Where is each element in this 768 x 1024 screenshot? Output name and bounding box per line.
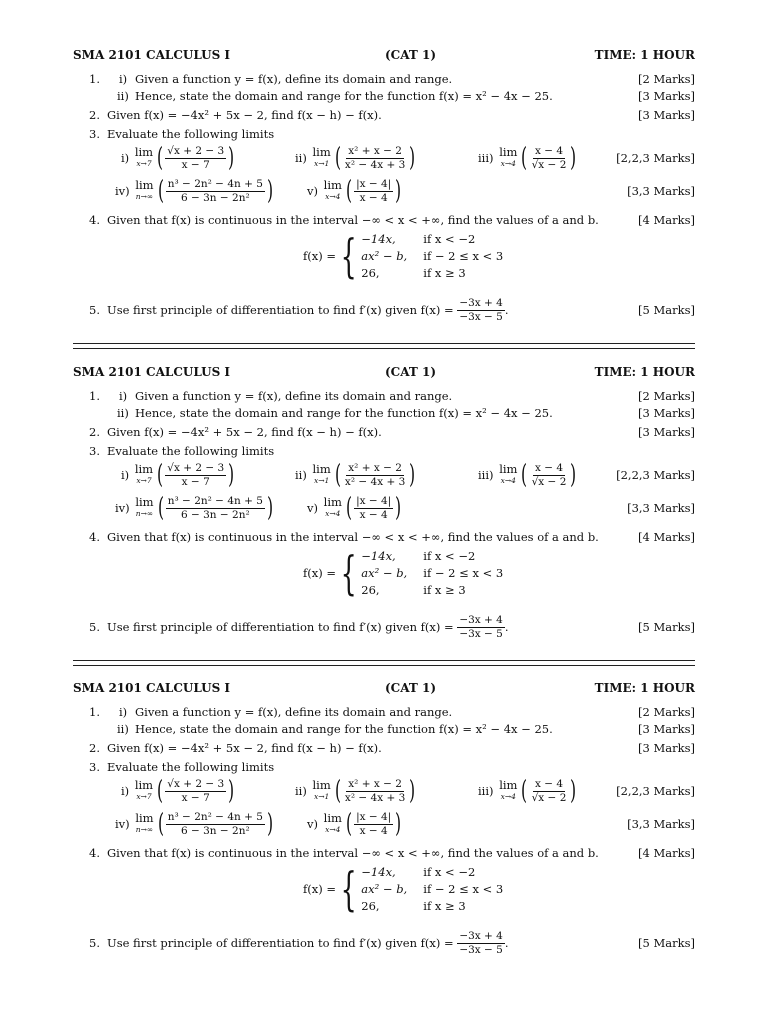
q1-ii-label: ii): [117, 89, 129, 103]
left-paren: (: [521, 143, 528, 173]
piecewise-cases: [361, 865, 503, 913]
q1-ii-text: Hence, state the domain and range for the function f(x) = x² − 4x − 25.: [135, 406, 553, 420]
q3-number: 3.: [89, 444, 100, 458]
limit-subscript: x→1: [313, 792, 330, 801]
case-cond: if x < −2: [423, 549, 476, 563]
separator-line: [73, 343, 695, 349]
limit-subscript: x→4: [500, 476, 516, 485]
lim-word: lim: [135, 811, 154, 825]
limit-denominator: x − 7: [181, 475, 210, 488]
q4-marks: [4 Marks]: [638, 530, 695, 544]
lim-word: lim: [134, 145, 154, 159]
lim-word: lim: [312, 462, 331, 476]
q4-text: Given that f(x) is continuous in the interval −∞ < x < +∞, find the values of a and b.: [107, 213, 599, 227]
limit-operator: [324, 497, 342, 519]
limit-operator: [313, 780, 331, 802]
limit-subscript: x→4: [500, 159, 516, 168]
limit-item: [307, 175, 403, 207]
limit-fraction: [530, 145, 569, 172]
q3-marks-row1: [2,2,3 Marks]: [616, 784, 695, 798]
limit-denominator: 6 − 3n − 2n²: [180, 508, 250, 521]
course-title: SMA 2101 CALCULUS I: [73, 48, 231, 62]
q3-number: 3.: [89, 760, 100, 774]
q5: [73, 615, 695, 639]
q3-marks-row2: [3,3 Marks]: [627, 184, 695, 198]
case-expr: ax² − b,: [361, 566, 408, 580]
case-expr: ax² − b,: [361, 249, 408, 263]
right-paren: ): [409, 460, 416, 490]
limit-operator: [499, 780, 517, 802]
q1-ii-label: ii): [117, 406, 129, 420]
limit-operator: [135, 180, 153, 202]
right-paren: ): [570, 143, 577, 173]
limit-item: [295, 775, 417, 807]
limit-label: ii): [295, 468, 307, 482]
left-paren: (: [334, 776, 341, 806]
limit-numerator: x² + x − 2: [348, 777, 402, 790]
q5: [73, 931, 695, 955]
q1-i-text: Given a function y = f(x), define its domain and range.: [135, 72, 453, 86]
limit-label: iii): [478, 784, 494, 798]
limit-operator: [135, 497, 153, 519]
q1-ii-text: Hence, state the domain and range for the function f(x) = x² − 4x − 25.: [135, 89, 553, 103]
limit-operator: [324, 180, 342, 202]
right-paren: ): [570, 460, 577, 490]
limit-operator: [135, 147, 153, 169]
limit-fraction: [166, 811, 265, 838]
left-paren: (: [521, 460, 528, 490]
time-label: TIME: 1 HOUR: [594, 48, 695, 62]
left-paren: (: [345, 809, 353, 839]
limit-label: ii): [295, 784, 307, 798]
limit-denominator: 6 − 3n − 2n²: [180, 824, 250, 837]
q1-number: 1.: [89, 389, 100, 403]
right-paren: ): [409, 776, 416, 806]
piecewise-fx-label: f(x) =: [303, 566, 337, 580]
lim-word: lim: [312, 145, 331, 159]
q4-number: 4.: [89, 846, 100, 860]
exam-header: [73, 48, 695, 62]
piecewise-function: [303, 229, 504, 283]
lim-word: lim: [135, 178, 154, 192]
q1-number: 1.: [89, 705, 100, 719]
limit-denominator: 6 − 3n − 2n²: [180, 191, 250, 204]
right-paren: ): [570, 776, 577, 806]
separator-line: [73, 660, 695, 666]
q1-i-text: Given a function y = f(x), define its domain and range.: [135, 705, 453, 719]
lim-word: lim: [134, 778, 154, 792]
q5-text: Use first principle of differentiation to find f′(x) given f(x) =: [107, 936, 454, 950]
q1-i-label: i): [119, 72, 128, 86]
limit-denominator: x − 7: [181, 791, 210, 804]
limit-fraction: [354, 811, 393, 838]
q5-numerator: −3x + 4: [459, 929, 503, 942]
q1-i-label: i): [119, 705, 128, 719]
q5-number: 5.: [89, 303, 100, 317]
piecewise-cases: [361, 549, 503, 597]
case-cond: if x ≥ 3: [423, 266, 466, 280]
q5-marks: [5 Marks]: [638, 620, 695, 634]
limit-numerator: n³ − 2n² − 4n + 5: [167, 810, 263, 823]
cat-label: (CAT 1): [385, 365, 437, 379]
q4-text: Given that f(x) is continuous in the interval −∞ < x < +∞, find the values of a and b.: [107, 530, 599, 544]
lim-word: lim: [499, 145, 518, 159]
q5-period: .: [504, 303, 509, 317]
limit-denominator: x² − 4x + 3: [344, 475, 406, 488]
limit-subscript: n→∞: [135, 825, 154, 834]
q1-i-marks: [2 Marks]: [638, 72, 695, 86]
right-paren: ): [228, 143, 235, 173]
q5-number: 5.: [89, 936, 100, 950]
q5-number: 5.: [89, 620, 100, 634]
right-paren: ): [409, 143, 416, 173]
left-paren: (: [334, 143, 341, 173]
left-brace: {: [340, 862, 357, 916]
q5-numerator: −3x + 4: [459, 296, 503, 309]
limit-fraction: [166, 495, 265, 522]
limit-operator: [135, 813, 153, 835]
limit-item: [121, 459, 236, 491]
q1-i-marks: [2 Marks]: [638, 705, 695, 719]
limit-fraction: [354, 495, 393, 522]
limit-item: [295, 142, 417, 174]
q5-denominator: −3x − 5: [459, 627, 503, 640]
limit-item: [115, 175, 275, 207]
lim-word: lim: [499, 778, 518, 792]
limit-numerator: n³ − 2n² − 4n + 5: [167, 177, 263, 190]
course-title: SMA 2101 CALCULUS I: [73, 681, 231, 695]
right-paren: ): [228, 460, 235, 490]
left-brace: {: [340, 229, 357, 283]
case-expr: −14x,: [361, 549, 396, 563]
limit-numerator: |x − 4|: [356, 177, 392, 190]
limit-item: [307, 808, 403, 840]
limit-numerator: n³ − 2n² − 4n + 5: [167, 494, 263, 507]
limit-label: v): [307, 501, 318, 515]
right-paren: ): [228, 776, 235, 806]
q2-text: Given f(x) = −4x² + 5x − 2, find f(x − h) − f(x).: [107, 741, 382, 755]
q4-number: 4.: [89, 213, 100, 227]
q5-marks: [5 Marks]: [638, 303, 695, 317]
limit-fraction: [530, 778, 569, 805]
limit-numerator: x − 4: [534, 144, 564, 157]
exam-copy-2: [73, 365, 695, 665]
time-label: TIME: 1 HOUR: [594, 365, 695, 379]
limit-numerator: |x − 4|: [356, 810, 392, 823]
case-expr: 26,: [361, 583, 380, 597]
limit-subscript: x→1: [313, 476, 330, 485]
q2-number: 2.: [89, 741, 100, 755]
limit-subscript: x→7: [136, 792, 152, 801]
q5-fraction: [457, 297, 505, 324]
limit-item: [295, 459, 417, 491]
limit-item: [121, 775, 236, 807]
limit-denominator: x − 4: [359, 824, 388, 837]
limit-denominator: x − 4: [359, 191, 388, 204]
right-paren: ): [266, 809, 274, 839]
limit-label: iii): [478, 151, 494, 165]
left-paren: (: [521, 776, 528, 806]
piecewise-fx-label: f(x) =: [303, 249, 337, 263]
exam-header: [73, 681, 695, 695]
limit-item: [121, 142, 236, 174]
left-paren: (: [157, 493, 164, 523]
course-title: SMA 2101 CALCULUS I: [73, 365, 231, 379]
limit-subscript: n→∞: [135, 509, 154, 518]
limit-subscript: x→7: [136, 159, 152, 168]
limit-label: iii): [478, 468, 494, 482]
q5-fraction: [457, 614, 505, 641]
case-cond: if x ≥ 3: [423, 583, 466, 597]
q5-period: .: [504, 620, 509, 634]
lim-word: lim: [134, 462, 154, 476]
q4-marks: [4 Marks]: [638, 213, 695, 227]
case-cond: if x < −2: [423, 865, 476, 879]
case-cond: if x ≥ 3: [423, 899, 466, 913]
limit-subscript: x→4: [325, 192, 341, 201]
exam-header: [73, 365, 695, 379]
limit-denominator: x − 4: [359, 508, 388, 521]
q3-marks-row2: [3,3 Marks]: [627, 501, 695, 515]
limit-operator: [313, 147, 331, 169]
limit-numerator: √x + 2 − 3: [167, 777, 225, 790]
limit-denominator: √x − 2: [531, 791, 567, 804]
limit-denominator: √x − 2: [531, 158, 567, 171]
q1-ii-marks: [3 Marks]: [638, 406, 695, 420]
q5-denominator: −3x − 5: [459, 310, 503, 323]
limit-numerator: x − 4: [534, 777, 564, 790]
limit-subscript: x→4: [325, 825, 341, 834]
right-paren: ): [266, 176, 274, 206]
q1-i-marks: [2 Marks]: [638, 389, 695, 403]
q3-marks-row1: [2,2,3 Marks]: [616, 151, 695, 165]
case-expr: 26,: [361, 266, 380, 280]
q1-ii-marks: [3 Marks]: [638, 89, 695, 103]
cat-label: (CAT 1): [385, 681, 437, 695]
piecewise-function: [303, 546, 504, 600]
left-paren: (: [157, 176, 164, 206]
limit-fraction: [530, 462, 569, 489]
limit-label: iv): [115, 817, 130, 831]
q2-marks: [3 Marks]: [638, 425, 695, 439]
limit-denominator: √x − 2: [531, 475, 567, 488]
right-paren: ): [395, 809, 402, 839]
q5-fraction: [457, 930, 505, 957]
q4-text: Given that f(x) is continuous in the interval −∞ < x < +∞, find the values of a and b.: [107, 846, 599, 860]
limit-operator: [135, 780, 153, 802]
q5-denominator: −3x − 5: [459, 943, 503, 956]
left-paren: (: [157, 143, 164, 173]
limit-numerator: √x + 2 − 3: [167, 144, 225, 157]
case-cond: if − 2 ≤ x < 3: [423, 249, 504, 263]
q2-text: Given f(x) = −4x² + 5x − 2, find f(x − h) − f(x).: [107, 425, 382, 439]
q1-i-text: Given a function y = f(x), define its domain and range.: [135, 389, 453, 403]
exam-copy-1: [73, 48, 695, 348]
left-paren: (: [157, 460, 164, 490]
limit-operator: [499, 147, 517, 169]
limit-operator: [135, 464, 153, 486]
q4-marks: [4 Marks]: [638, 846, 695, 860]
left-paren: (: [157, 776, 164, 806]
right-paren: ): [266, 493, 274, 523]
left-paren: (: [157, 809, 164, 839]
q2-number: 2.: [89, 108, 100, 122]
lim-word: lim: [323, 811, 342, 825]
right-paren: ): [395, 493, 402, 523]
limit-operator: [499, 464, 517, 486]
lim-word: lim: [499, 462, 518, 476]
case-expr: ax² − b,: [361, 882, 408, 896]
q3-text: Evaluate the following limits: [107, 127, 275, 141]
q5-text: Use first principle of differentiation to find f′(x) given f(x) =: [107, 620, 454, 634]
q2-marks: [3 Marks]: [638, 741, 695, 755]
limit-subscript: x→1: [313, 159, 330, 168]
limit-fraction: [343, 145, 407, 172]
limit-fraction: [343, 778, 407, 805]
exam-copy-3: [73, 681, 695, 981]
limit-item: [478, 142, 579, 174]
piecewise-function: [303, 862, 504, 916]
limit-numerator: x² + x − 2: [348, 144, 402, 157]
limit-fraction: [354, 178, 393, 205]
lim-word: lim: [323, 178, 342, 192]
limit-item: [115, 492, 275, 524]
limit-fraction: [165, 778, 226, 805]
limit-item: [478, 459, 579, 491]
limit-item: [115, 808, 275, 840]
left-paren: (: [334, 460, 341, 490]
lim-word: lim: [312, 778, 331, 792]
piecewise-cases: [361, 232, 503, 280]
left-paren: (: [345, 493, 353, 523]
q2-number: 2.: [89, 425, 100, 439]
limit-numerator: x − 4: [534, 461, 564, 474]
limit-label: i): [121, 784, 130, 798]
limit-fraction: [165, 462, 226, 489]
limit-denominator: x² − 4x + 3: [344, 158, 406, 171]
q3-text: Evaluate the following limits: [107, 444, 275, 458]
limit-operator: [313, 464, 331, 486]
limit-denominator: x − 7: [181, 158, 210, 171]
q1-ii-label: ii): [117, 722, 129, 736]
q5-period: .: [504, 936, 509, 950]
limit-fraction: [343, 462, 407, 489]
q3-marks-row1: [2,2,3 Marks]: [616, 468, 695, 482]
piecewise-fx-label: f(x) =: [303, 882, 337, 896]
q5: [73, 298, 695, 322]
q5-text: Use first principle of differentiation to find f′(x) given f(x) =: [107, 303, 454, 317]
limit-label: i): [121, 151, 130, 165]
limit-label: ii): [295, 151, 307, 165]
limit-label: v): [307, 184, 318, 198]
cat-label: (CAT 1): [385, 48, 437, 62]
left-brace: {: [340, 546, 357, 600]
q3-number: 3.: [89, 127, 100, 141]
limit-label: iv): [115, 184, 130, 198]
q3-marks-row2: [3,3 Marks]: [627, 817, 695, 831]
q2-marks: [3 Marks]: [638, 108, 695, 122]
limit-label: i): [121, 468, 130, 482]
limit-denominator: x² − 4x + 3: [344, 791, 406, 804]
limit-numerator: x² + x − 2: [348, 461, 402, 474]
case-cond: if − 2 ≤ x < 3: [423, 882, 504, 896]
q1-i-label: i): [119, 389, 128, 403]
case-expr: −14x,: [361, 865, 396, 879]
limit-subscript: x→4: [500, 792, 516, 801]
lim-word: lim: [323, 495, 342, 509]
limit-operator: [324, 813, 342, 835]
q1-number: 1.: [89, 72, 100, 86]
case-expr: 26,: [361, 899, 380, 913]
case-cond: if x < −2: [423, 232, 476, 246]
limit-label: v): [307, 817, 318, 831]
q4-number: 4.: [89, 530, 100, 544]
q5-marks: [5 Marks]: [638, 936, 695, 950]
time-label: TIME: 1 HOUR: [594, 681, 695, 695]
limit-subscript: x→4: [325, 509, 341, 518]
q1-ii-text: Hence, state the domain and range for the function f(x) = x² − 4x − 25.: [135, 722, 553, 736]
lim-word: lim: [135, 495, 154, 509]
left-paren: (: [345, 176, 353, 206]
limit-item: [307, 492, 403, 524]
limit-subscript: n→∞: [135, 192, 154, 201]
q2-text: Given f(x) = −4x² + 5x − 2, find f(x − h) − f(x).: [107, 108, 382, 122]
limit-label: iv): [115, 501, 130, 515]
case-cond: if − 2 ≤ x < 3: [423, 566, 504, 580]
limit-subscript: x→7: [136, 476, 152, 485]
right-paren: ): [395, 176, 402, 206]
q3-text: Evaluate the following limits: [107, 760, 275, 774]
q1-ii-marks: [3 Marks]: [638, 722, 695, 736]
limit-fraction: [166, 178, 265, 205]
limit-fraction: [165, 145, 226, 172]
case-expr: −14x,: [361, 232, 396, 246]
limit-numerator: |x − 4|: [356, 494, 392, 507]
limit-numerator: √x + 2 − 3: [167, 461, 225, 474]
limit-item: [478, 775, 579, 807]
q5-numerator: −3x + 4: [459, 613, 503, 626]
